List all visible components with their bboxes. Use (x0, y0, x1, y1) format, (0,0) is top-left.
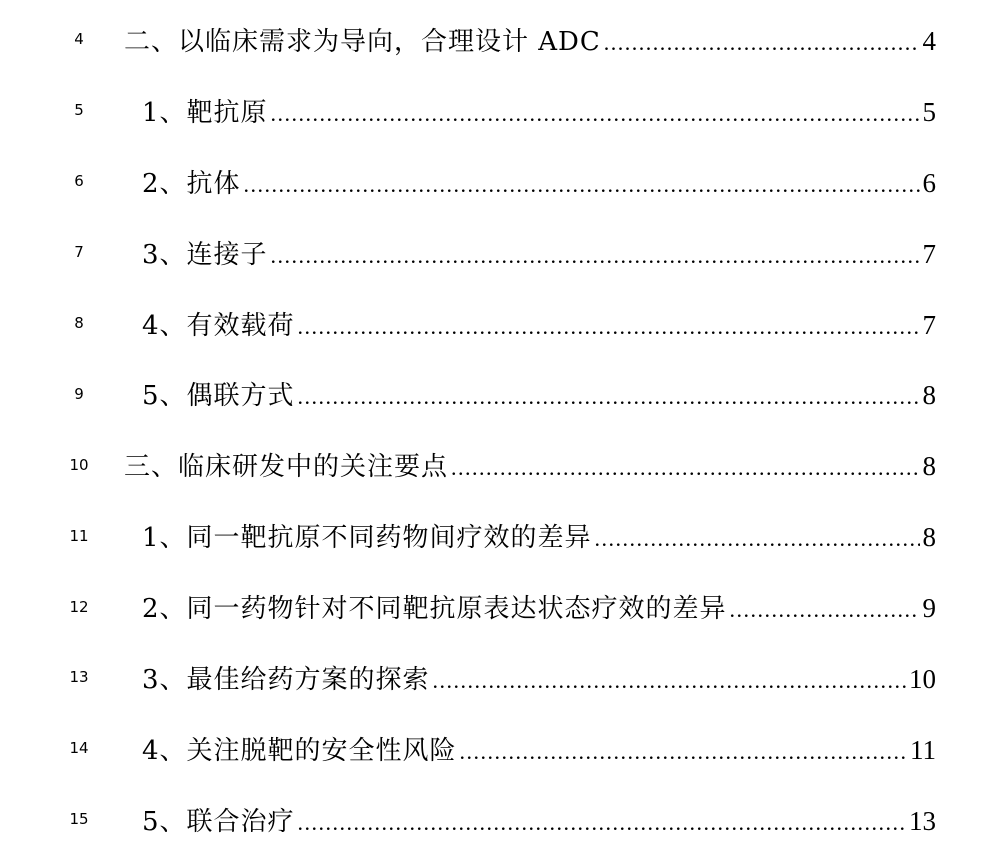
toc-row (0, 713, 1000, 784)
toc-entry-title: 5、联合治疗 (142, 806, 295, 837)
line-number: 7 (74, 243, 84, 262)
line-number: 4 (74, 30, 84, 49)
toc-page-number: 7 (922, 309, 936, 340)
dot-leader (298, 810, 906, 836)
line-number: 12 (69, 597, 89, 616)
toc-page-number: 10 (909, 663, 936, 694)
toc-page-number: 8 (922, 451, 936, 482)
toc-page-number: 8 (922, 380, 936, 411)
toc-row (0, 75, 1000, 146)
dot-leader (244, 172, 920, 198)
dot-leader (298, 314, 920, 340)
dot-leader (595, 526, 920, 552)
toc-row (0, 642, 1000, 713)
line-number: 8 (74, 314, 84, 332)
dot-leader (730, 597, 920, 623)
toc-entry[interactable] (142, 517, 936, 554)
toc-entry[interactable] (124, 446, 936, 483)
toc-entry[interactable] (142, 801, 936, 838)
toc-page-number: 4 (922, 25, 936, 56)
toc-row (0, 358, 1000, 429)
toc-row (0, 571, 1000, 642)
toc-entry[interactable] (142, 305, 936, 342)
toc-page-number: 5 (922, 96, 936, 127)
line-number: 14 (69, 739, 89, 758)
toc-entry-title: 5、偶联方式 (142, 381, 295, 412)
line-number: 15 (69, 810, 89, 829)
toc-entry-title: 2、同一药物针对不同靶抗原表达状态疗效的差异 (142, 594, 727, 625)
dot-leader (433, 668, 906, 694)
toc-page-number: 13 (909, 805, 936, 836)
line-number: 10 (69, 455, 89, 474)
toc-page-number: 8 (922, 522, 936, 553)
toc-page-number: 11 (910, 734, 936, 765)
line-number: 5 (74, 101, 84, 120)
dot-leader (604, 30, 920, 56)
dot-leader (271, 243, 920, 269)
toc-row (0, 500, 1000, 571)
toc-entry-title: 3、连接子 (142, 239, 268, 270)
toc-entry-title: 二、以临床需求为导向，合理设计 ADC (124, 26, 601, 57)
toc-entry[interactable] (142, 92, 936, 129)
toc-entry[interactable] (142, 375, 936, 412)
line-number: 11 (69, 526, 89, 545)
table-of-contents (0, 4, 1000, 855)
toc-entry[interactable] (142, 234, 936, 271)
dot-leader (460, 739, 907, 765)
toc-entry[interactable] (142, 588, 936, 625)
toc-row (0, 288, 1000, 359)
toc-entry[interactable] (124, 21, 936, 58)
toc-row (0, 146, 1000, 217)
toc-row (0, 4, 1000, 75)
dot-leader (271, 101, 920, 127)
toc-entry[interactable] (142, 659, 936, 696)
toc-page-number: 7 (922, 238, 936, 269)
line-number: 9 (74, 384, 84, 403)
toc-row (0, 217, 1000, 288)
toc-entry-title: 三、临床研发中的关注要点 (124, 452, 449, 483)
dot-leader (298, 384, 920, 410)
toc-page-number: 6 (922, 167, 936, 198)
line-number: 6 (74, 172, 84, 191)
toc-entry-title: 4、有效载荷 (142, 310, 295, 341)
toc-row (0, 429, 1000, 500)
toc-entry-title: 3、最佳给药方案的探索 (142, 664, 430, 695)
toc-entry-title: 4、关注脱靶的安全性风险 (142, 735, 457, 766)
line-number: 13 (69, 668, 89, 687)
toc-entry[interactable] (142, 730, 936, 767)
toc-page-number: 9 (922, 593, 936, 624)
toc-entry-title: 2、抗体 (142, 168, 241, 199)
toc-row (0, 784, 1000, 855)
dot-leader (451, 455, 919, 481)
toc-entry-title: 1、靶抗原 (142, 97, 268, 128)
toc-entry-title: 1、同一靶抗原不同药物间疗效的差异 (142, 523, 592, 554)
toc-entry[interactable] (142, 163, 936, 200)
